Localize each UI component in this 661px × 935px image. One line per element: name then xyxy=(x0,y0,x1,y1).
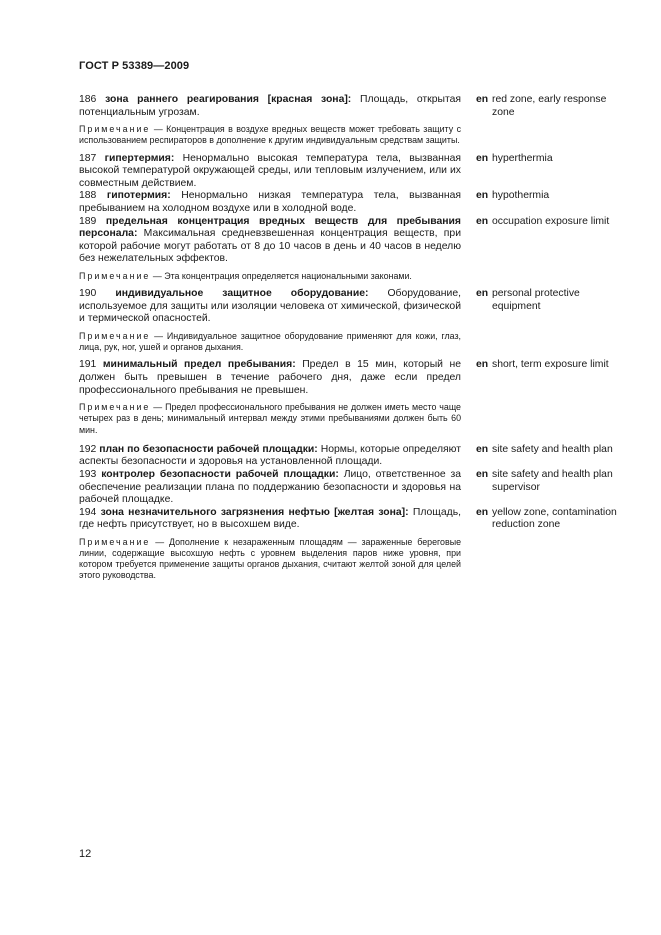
page-number: 12 xyxy=(79,848,92,860)
term-name: зона раннего реагирования [красная зона]: xyxy=(105,94,352,105)
term-definition xyxy=(79,359,461,397)
term-definition xyxy=(79,216,461,266)
term-entry-191 xyxy=(79,359,619,397)
term-number: 193 xyxy=(79,468,97,480)
note-dash: — xyxy=(152,270,162,281)
english-equivalent xyxy=(476,444,619,457)
english-term: hyperthermia xyxy=(492,152,553,164)
english-term: yellow zone, contamination reduction zone xyxy=(492,506,617,531)
english-equivalent xyxy=(476,216,619,229)
note-text: Концентрация в воздухе вредных веществ может требовать защиту с использованием респираторов в дополнение к другим индивидуальным средствам защиты. xyxy=(79,124,462,146)
term-note xyxy=(79,124,461,146)
term-entry-192 xyxy=(79,444,619,469)
term-note xyxy=(79,271,461,282)
term-text: Площадь, где нефть присутствует, но в высохшем виде. xyxy=(79,506,461,531)
note-label: Примечание xyxy=(79,402,151,413)
term-name: контролер безопасности рабочей площадки: xyxy=(101,468,339,480)
term-text: Предел в 15 мин, который не должен быть превышен в течение рабочего дня, даже если предел профессионального пребывания не превышен. xyxy=(79,359,462,396)
term-definition xyxy=(79,190,461,215)
note-label: Примечание xyxy=(79,536,151,547)
term-definition xyxy=(79,507,461,532)
term-text: Ненормально низкая температура тела, вызванная пребыванием на холодном воздухе или в холодной воде. xyxy=(79,190,461,214)
note-label: Примечание xyxy=(79,124,151,135)
term-number: 189 xyxy=(79,215,97,227)
note-label: Примечание xyxy=(79,330,151,341)
english-equivalent xyxy=(476,469,619,494)
term-name: минимальный предел пребывания: xyxy=(102,359,296,371)
term-number: 192 xyxy=(79,443,97,455)
term-name: гипотермия: xyxy=(106,190,171,202)
term-name: план по безопасности рабочей площадки: xyxy=(99,443,318,455)
term-number: 191 xyxy=(79,359,97,371)
note-label: Примечание xyxy=(79,270,151,281)
term-name: предельная концентрация вредных веществ для пребывания персонала: xyxy=(79,215,461,240)
term-name: индивидуальное защитное оборудование: xyxy=(115,288,369,300)
note-text: Индивидуальное защитное оборудование применяют для кожи, глаз, лица, рук, ног, ушей и органов дыхания. xyxy=(79,330,461,353)
note-dash: — xyxy=(154,330,164,341)
term-entry-189 xyxy=(79,216,619,266)
term-text: Максимальная средневзвешенная концентрация веществ, при которой рабочие могут работать от 8 до 10 часов в день и 40 часов в неделю без нежелательных эффектов. xyxy=(79,228,461,265)
term-note xyxy=(79,331,461,353)
term-entry-188 xyxy=(79,190,619,215)
english-term: hypothermia xyxy=(492,190,550,202)
language-tag: en xyxy=(476,443,489,455)
language-tag: en xyxy=(476,152,489,164)
note-text: Предел профессионального пребывания не должен иметь место чаще четырех раз в день; минимальный интервал между этими пребываниями должен быть 60 мин. xyxy=(79,402,461,435)
term-definition xyxy=(79,469,461,507)
term-definition xyxy=(79,94,461,119)
term-note xyxy=(79,537,461,582)
term-entry-193 xyxy=(79,469,619,507)
document-header: ГОСТ Р 53389—2009 xyxy=(79,60,190,72)
term-entry-190 xyxy=(79,288,619,326)
term-number: 186 xyxy=(79,94,97,105)
english-term: personal protective equipment xyxy=(492,288,580,312)
term-number: 188 xyxy=(79,190,97,202)
term-number: 190 xyxy=(79,288,97,300)
english-equivalent xyxy=(476,507,619,532)
english-equivalent xyxy=(476,190,619,203)
term-definition xyxy=(79,153,461,191)
note-dash: — xyxy=(155,536,165,547)
language-tag: en xyxy=(476,190,489,202)
note-dash: — xyxy=(153,124,163,135)
term-number: 187 xyxy=(79,152,97,164)
note-text: Эта концентрация определяется национальными законами. xyxy=(164,270,412,281)
language-tag: en xyxy=(476,359,489,371)
term-number: 194 xyxy=(79,506,97,518)
term-entry-187 xyxy=(79,153,619,191)
english-term: red zone, early response zone xyxy=(492,94,607,118)
english-equivalent xyxy=(476,359,619,372)
language-tag: en xyxy=(476,506,489,518)
term-name: гипертермия: xyxy=(104,152,175,164)
term-text: Ненормально высокая температура тела, вызванная высокой температурой окружающей среды, или тепловым излучением, или их совместным действием. xyxy=(79,152,462,189)
language-tag: en xyxy=(476,288,489,300)
english-term: site safety and health plan xyxy=(492,443,613,455)
term-name: зона незначительного загрязнения нефтью [желтая зона]: xyxy=(100,506,409,518)
term-definition xyxy=(79,288,461,326)
english-equivalent xyxy=(476,94,619,119)
term-text: Нормы, которые определяют аспекты безопасности и здоровья на установленной площади. xyxy=(79,443,461,468)
term-entry-194 xyxy=(79,507,619,532)
term-entry-186 xyxy=(79,94,619,119)
note-dash: — xyxy=(153,402,163,413)
term-text: Площадь, открытая потенциальным угрозам. xyxy=(79,94,461,118)
english-term: short, term exposure limit xyxy=(492,359,609,371)
english-equivalent xyxy=(476,288,619,313)
term-note xyxy=(79,402,461,436)
language-tag: en xyxy=(476,94,489,105)
english-equivalent xyxy=(476,153,619,166)
term-text: Лицо, ответственное за обеспечение реализации плана по поддержанию безопасности и здоровья на рабочей площадке. xyxy=(79,468,462,506)
term-definition xyxy=(79,444,461,469)
terms-list xyxy=(79,94,619,588)
english-term: site safety and health plan supervisor xyxy=(492,468,613,493)
english-term: occupation exposure limit xyxy=(492,215,610,227)
language-tag: en xyxy=(476,468,489,480)
term-text: Оборудование, используемое для защиты или изоляции человека от химической, физической и термической опасностей. xyxy=(79,288,462,325)
note-text: Дополнение к незараженным площадям — зараженные береговые линии, содержащие высохшую нефть с уровнем выделения паров ниже уровня, при котором требуется применение защиты органов дыхания, считают желтой зоной для целей этого руководства. xyxy=(79,536,462,581)
language-tag: en xyxy=(476,215,489,227)
